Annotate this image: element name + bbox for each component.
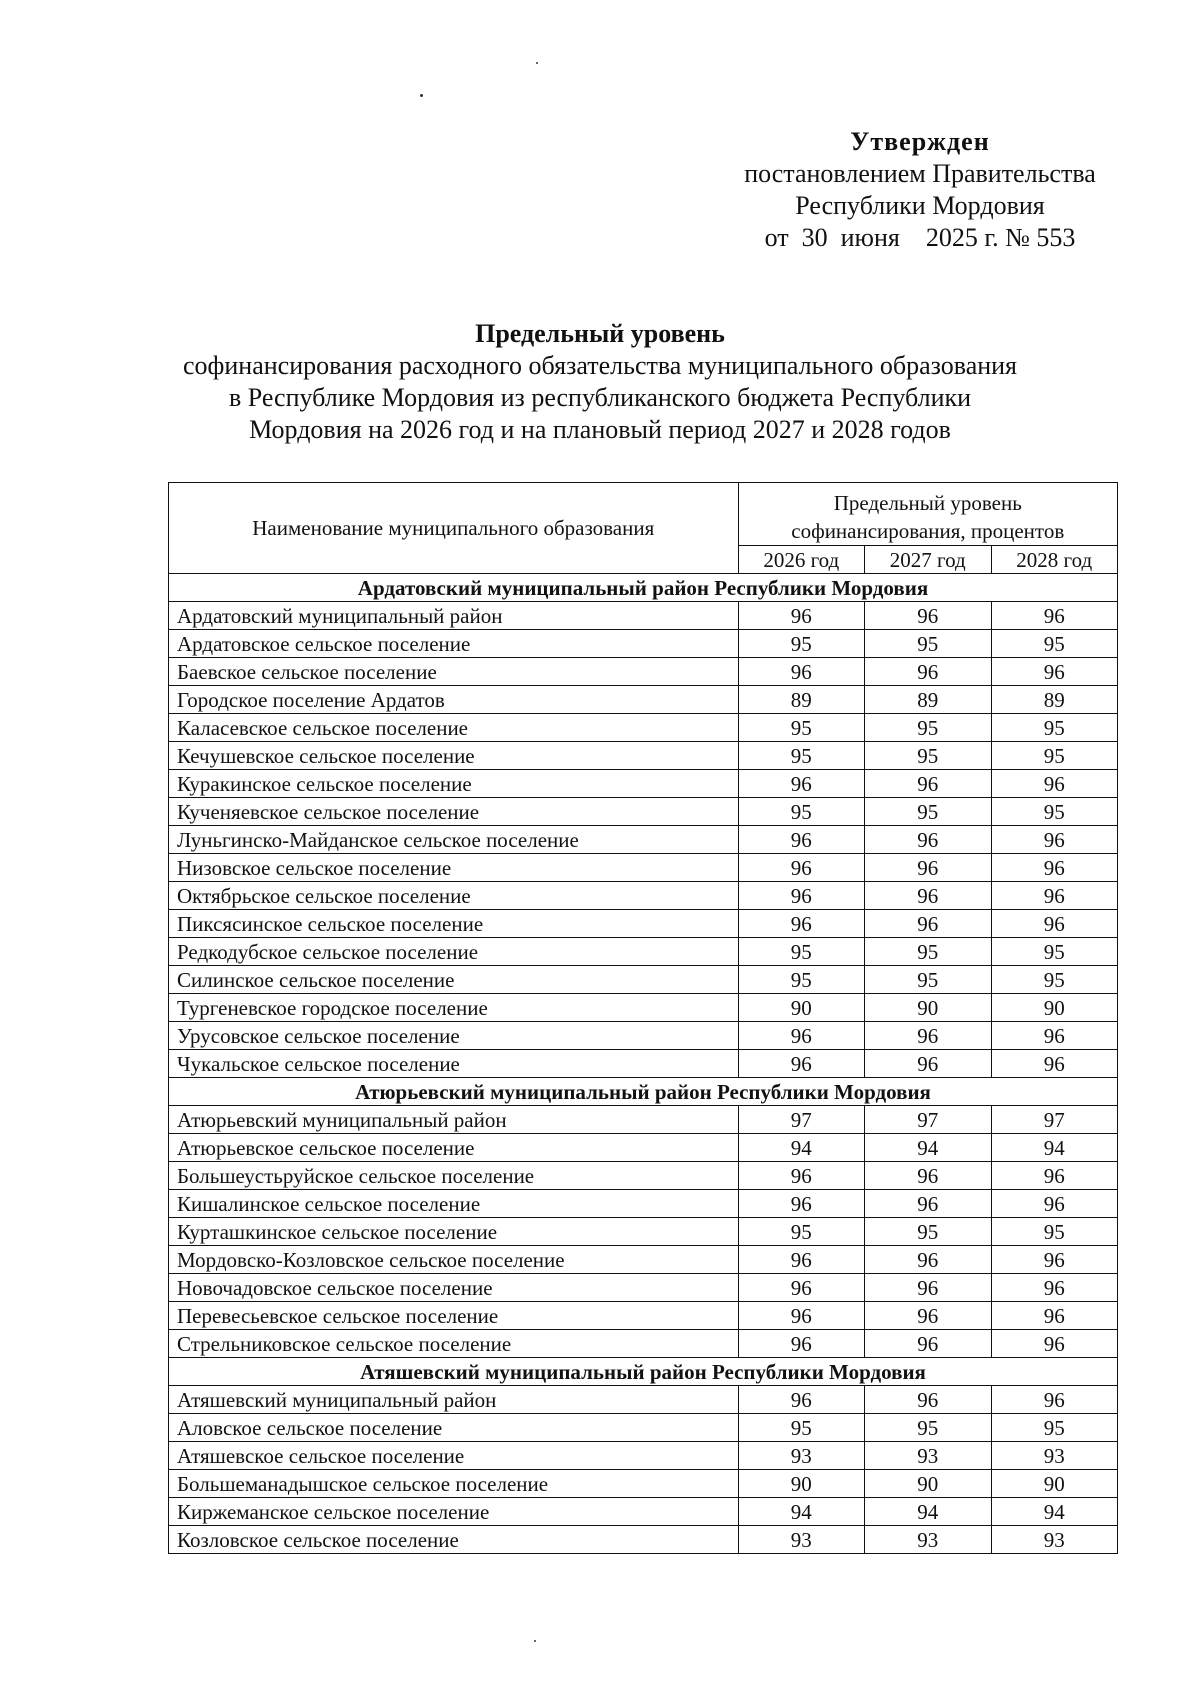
- level-value: 94: [865, 1134, 991, 1162]
- municipality-name: Курташкинское сельское поселение: [169, 1218, 739, 1246]
- level-value: 93: [991, 1526, 1118, 1554]
- table-row: [169, 1162, 1118, 1190]
- level-value: 93: [991, 1442, 1118, 1470]
- level-value: 96: [865, 882, 991, 910]
- level-value: 96: [738, 1050, 864, 1078]
- municipality-name: Атяшевский муниципальный район: [169, 1386, 739, 1414]
- level-value: 96: [738, 826, 864, 854]
- level-value: 96: [991, 602, 1118, 630]
- table-row: [169, 1442, 1118, 1470]
- column-header-year-2026: 2026 год: [738, 546, 864, 574]
- level-value: 95: [991, 1414, 1118, 1442]
- municipality-name: Чукальское сельское поселение: [169, 1050, 739, 1078]
- level-value: 95: [865, 966, 991, 994]
- table-row: [169, 882, 1118, 910]
- table-row: [169, 1190, 1118, 1218]
- table-row: [169, 1498, 1118, 1526]
- municipality-name: Стрельниковское сельское поселение: [169, 1330, 739, 1358]
- level-value: 94: [991, 1134, 1118, 1162]
- level-value: 96: [865, 1274, 991, 1302]
- level-value: 96: [991, 826, 1118, 854]
- level-value: 95: [738, 938, 864, 966]
- level-value: 96: [991, 854, 1118, 882]
- level-value: 90: [991, 1470, 1118, 1498]
- level-value: 96: [991, 658, 1118, 686]
- level-value: 95: [865, 1414, 991, 1442]
- municipality-name: Большеманадышское сельское поселение: [169, 1470, 739, 1498]
- municipality-name: Атюрьевское сельское поселение: [169, 1134, 739, 1162]
- level-value: 95: [738, 714, 864, 742]
- table-row: [169, 1022, 1118, 1050]
- level-value: 96: [991, 1330, 1118, 1358]
- approval-line-3: от 30 июня 2025 г. № 553: [764, 223, 1076, 252]
- municipality-name: Мордовско-Козловское сельское поселение: [169, 1246, 739, 1274]
- level-value: 95: [991, 630, 1118, 658]
- group-title: Ардатовский муниципальный район Республики Мордовия: [169, 574, 1118, 602]
- table-group-row: [169, 1078, 1118, 1106]
- approval-line-1: постановлением Правительства: [744, 159, 1096, 188]
- document-title-line-1: софинансирования расходного обязательства муниципального образования: [182, 351, 1018, 380]
- municipality-name: Киржеманское сельское поселение: [169, 1498, 739, 1526]
- level-value: 96: [738, 602, 864, 630]
- level-value: 95: [865, 938, 991, 966]
- approval-block: [700, 126, 1140, 254]
- level-value: 96: [991, 1246, 1118, 1274]
- municipality-name: Кечушевское сельское поселение: [169, 742, 739, 770]
- table-row: [169, 798, 1118, 826]
- level-value: 95: [991, 938, 1118, 966]
- group-title: Атяшевский муниципальный район Республики Мордовия: [169, 1358, 1118, 1386]
- table-group-row: [169, 1358, 1118, 1386]
- municipality-name: Урусовское сельское поселение: [169, 1022, 739, 1050]
- level-value: 93: [865, 1442, 991, 1470]
- level-value: 96: [865, 1190, 991, 1218]
- level-value: 96: [738, 854, 864, 882]
- table-row: [169, 1274, 1118, 1302]
- level-value: 96: [738, 1302, 864, 1330]
- document-title-main: Предельный уровень: [475, 319, 725, 348]
- level-value: 93: [865, 1526, 991, 1554]
- municipality-name: Редкодубское сельское поселение: [169, 938, 739, 966]
- table-header-row: [169, 483, 1118, 546]
- table-row: [169, 1470, 1118, 1498]
- level-value: 94: [738, 1134, 864, 1162]
- municipality-name: Городское поселение Ардатов: [169, 686, 739, 714]
- level-value: 90: [865, 1470, 991, 1498]
- level-value: 95: [738, 1414, 864, 1442]
- table-row: [169, 826, 1118, 854]
- municipality-name: Кученяевское сельское поселение: [169, 798, 739, 826]
- table-row: [169, 658, 1118, 686]
- level-value: 95: [991, 1218, 1118, 1246]
- table-row: [169, 1106, 1118, 1134]
- table-row: [169, 770, 1118, 798]
- level-value: 96: [738, 882, 864, 910]
- level-value: 96: [991, 910, 1118, 938]
- level-value: 94: [991, 1498, 1118, 1526]
- municipality-name: Перевесьевское сельское поселение: [169, 1302, 739, 1330]
- municipality-name: Низовское сельское поселение: [169, 854, 739, 882]
- level-value: 95: [991, 798, 1118, 826]
- table-row: [169, 1246, 1118, 1274]
- table-row: [169, 630, 1118, 658]
- level-value: 90: [865, 994, 991, 1022]
- municipality-name: Ардатовский муниципальный район: [169, 602, 739, 630]
- level-value: 96: [991, 1162, 1118, 1190]
- level-value: 96: [991, 882, 1118, 910]
- level-value: 95: [738, 798, 864, 826]
- municipality-name: Баевское сельское поселение: [169, 658, 739, 686]
- municipality-name: Аловское сельское поселение: [169, 1414, 739, 1442]
- level-value: 96: [738, 1386, 864, 1414]
- municipality-name: Кишалинское сельское поселение: [169, 1190, 739, 1218]
- table-row: [169, 1386, 1118, 1414]
- level-value: 90: [991, 994, 1118, 1022]
- municipality-name: Атяшевское сельское поселение: [169, 1442, 739, 1470]
- level-value: 95: [738, 742, 864, 770]
- table-row: [169, 938, 1118, 966]
- level-value: 93: [738, 1526, 864, 1554]
- table-row: [169, 1134, 1118, 1162]
- level-value: 96: [865, 770, 991, 798]
- level-value: 96: [865, 1246, 991, 1274]
- level-value: 95: [991, 714, 1118, 742]
- municipality-name: Силинское сельское поселение: [169, 966, 739, 994]
- table-row: [169, 1218, 1118, 1246]
- level-value: 95: [865, 714, 991, 742]
- municipality-name: Каласевское сельское поселение: [169, 714, 739, 742]
- document-title-line-3: Мордовия на 2026 год и на плановый период 2027 и 2028 годов: [249, 415, 951, 444]
- table-row: [169, 854, 1118, 882]
- level-value: 95: [865, 742, 991, 770]
- level-value: 96: [738, 1274, 864, 1302]
- level-value: 96: [865, 1162, 991, 1190]
- municipality-name: Тургеневское городское поселение: [169, 994, 739, 1022]
- column-header-name: Наименование муниципального образования: [169, 483, 739, 574]
- municipality-name: Ардатовское сельское поселение: [169, 630, 739, 658]
- level-value: 96: [865, 910, 991, 938]
- column-header-year-2028: 2028 год: [991, 546, 1118, 574]
- table-row: [169, 686, 1118, 714]
- level-value: 96: [865, 658, 991, 686]
- document-title-line-2: в Республике Мордовия из республиканского бюджета Республики: [228, 383, 972, 412]
- table-row: [169, 1050, 1118, 1078]
- level-value: 95: [865, 1218, 991, 1246]
- level-value: 96: [991, 770, 1118, 798]
- table-row: [169, 742, 1118, 770]
- level-value: 96: [865, 826, 991, 854]
- level-value: 96: [865, 1330, 991, 1358]
- municipality-name: Новочадовское сельское поселение: [169, 1274, 739, 1302]
- column-header-level: Предельный уровень софинансирования, процентов: [738, 483, 1117, 546]
- scan-speck: [536, 62, 538, 64]
- level-value: 89: [865, 686, 991, 714]
- municipality-name: Большеустьруйское сельское поселение: [169, 1162, 739, 1190]
- level-value: 96: [991, 1022, 1118, 1050]
- level-value: 97: [991, 1106, 1118, 1134]
- level-value: 96: [991, 1386, 1118, 1414]
- level-value: 97: [865, 1106, 991, 1134]
- table-row: [169, 1414, 1118, 1442]
- level-value: 96: [738, 658, 864, 686]
- level-value: 95: [991, 966, 1118, 994]
- level-value: 96: [865, 1302, 991, 1330]
- level-value: 89: [738, 686, 864, 714]
- level-value: 95: [865, 798, 991, 826]
- level-value: 96: [738, 1022, 864, 1050]
- table-row: [169, 966, 1118, 994]
- table-row: [169, 714, 1118, 742]
- table-row: [169, 994, 1118, 1022]
- level-value: 96: [738, 910, 864, 938]
- level-value: 96: [865, 854, 991, 882]
- level-value: 96: [738, 1246, 864, 1274]
- table-row: [169, 602, 1118, 630]
- column-header-year-2027: 2027 год: [865, 546, 991, 574]
- table-row: [169, 910, 1118, 938]
- level-value: 90: [738, 994, 864, 1022]
- municipality-name: Атюрьевский муниципальный район: [169, 1106, 739, 1134]
- municipality-name: Куракинское сельское поселение: [169, 770, 739, 798]
- level-value: 95: [738, 630, 864, 658]
- level-value: 93: [738, 1442, 864, 1470]
- level-value: 97: [738, 1106, 864, 1134]
- cofinancing-table: [168, 482, 1118, 1554]
- level-value: 96: [991, 1050, 1118, 1078]
- scan-speck: [420, 94, 423, 97]
- municipality-name: Луньгинско-Майданское сельское поселение: [169, 826, 739, 854]
- group-title: Атюрьевский муниципальный район Республики Мордовия: [169, 1078, 1118, 1106]
- approval-line-2: Республики Мордовия: [795, 191, 1045, 220]
- table-body: [169, 574, 1118, 1554]
- table-row: [169, 1302, 1118, 1330]
- level-value: 96: [738, 1330, 864, 1358]
- municipality-name: Козловское сельское поселение: [169, 1526, 739, 1554]
- level-value: 89: [991, 686, 1118, 714]
- level-value: 90: [738, 1470, 864, 1498]
- level-value: 96: [738, 770, 864, 798]
- level-value: 95: [738, 966, 864, 994]
- scan-speck: [534, 1640, 536, 1642]
- level-value: 96: [865, 602, 991, 630]
- level-value: 94: [865, 1498, 991, 1526]
- level-value: 96: [991, 1302, 1118, 1330]
- municipality-name: Октябрьское сельское поселение: [169, 882, 739, 910]
- level-value: 96: [738, 1162, 864, 1190]
- document-title: [150, 318, 1050, 446]
- level-value: 94: [738, 1498, 864, 1526]
- level-value: 95: [865, 630, 991, 658]
- table-row: [169, 1526, 1118, 1554]
- level-value: 96: [865, 1050, 991, 1078]
- level-value: 95: [738, 1218, 864, 1246]
- level-value: 96: [991, 1274, 1118, 1302]
- approval-title: Утвержден: [850, 127, 990, 156]
- level-value: 96: [865, 1022, 991, 1050]
- level-value: 96: [991, 1190, 1118, 1218]
- table-group-row: [169, 574, 1118, 602]
- municipality-name: Пиксясинское сельское поселение: [169, 910, 739, 938]
- level-value: 95: [991, 742, 1118, 770]
- level-value: 96: [738, 1190, 864, 1218]
- level-value: 96: [865, 1386, 991, 1414]
- table-row: [169, 1330, 1118, 1358]
